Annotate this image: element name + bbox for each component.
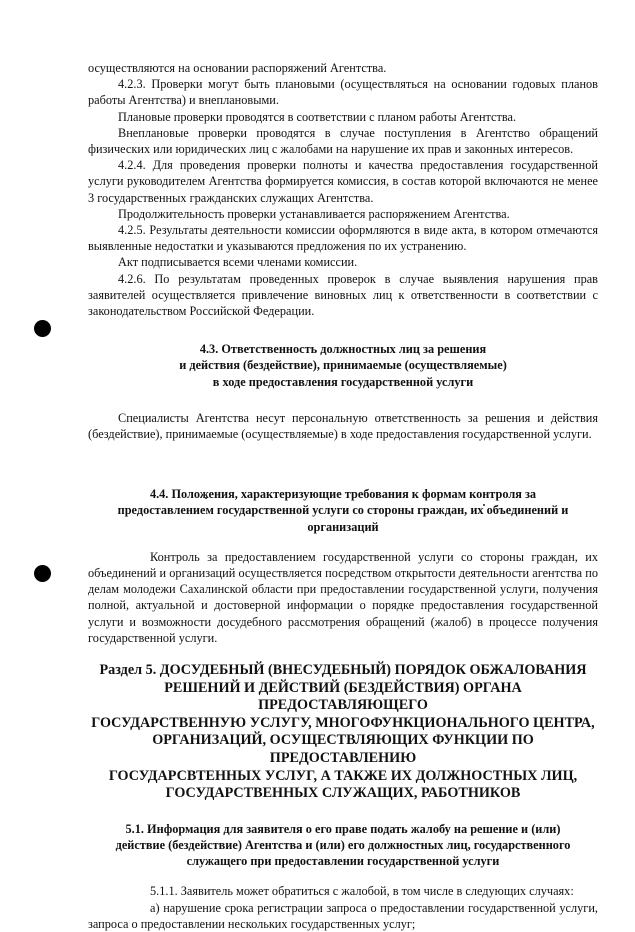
heading-line: 5.1. Информация для заявителя о его праве подать жалобу на решение и (или) <box>125 821 561 836</box>
heading-line: Раздел 5. ДОСУДЕБНЫЙ (ВНЕСУДЕБНЫЙ) ПОРЯДОК ОБЖАЛОВАНИЯ <box>99 662 587 679</box>
heading-line: ГОСУДАРСВТЕННЫХ УСЛУГ, А ТАКЖЕ ИХ ДОЛЖНОСТНЫХ ЛИЦ, <box>108 767 578 784</box>
paragraph-4-2-3: 4.2.3. Проверки могут быть плановыми (осуществляться на основании годовых планов работы Агентства) и внеплановыми. <box>88 77 598 108</box>
heading-line: предоставлением государственной услуги со стороны граждан, их объединений и <box>117 503 569 518</box>
paragraph: Акт подписывается всеми членами комиссии. <box>118 255 358 270</box>
paragraph: Плановые проверки проводятся в соответствии с планом работы Агентства. <box>118 109 517 124</box>
heading-line: действие (бездействие) Агентства и (или) его должностных лиц, государственного <box>115 838 571 853</box>
punch-hole-top <box>34 320 51 337</box>
heading-line: организаций <box>307 519 379 534</box>
paragraph-5-1-1: 5.1.1. Заявитель может обратиться с жалобой, в том числе в следующих случаях: <box>150 884 574 899</box>
heading-line: РЕШЕНИЙ И ДЕЙСТВИЙ (БЕЗДЕЙСТВИЯ) ОРГАНА ПРЕДОСТАВЛЯЮЩЕГО <box>164 679 522 714</box>
paragraph-4-2-5: 4.2.5. Результаты деятельности комиссии оформляются в виде акта, в котором отмечаются выявленные недостатки и указываются предложения по их устранению. <box>88 223 598 254</box>
section-5-heading <box>88 662 598 803</box>
heading-line: ГОСУДАРСТВЕННУЮ УСЛУГУ, МНОГОФУНКЦИОНАЛЬНОГО ЦЕНТРА, <box>91 714 595 731</box>
section-4-4-heading <box>88 486 598 535</box>
heading-line: ОРГАНИЗАЦИЙ, ОСУЩЕСТВЛЯЮЩИХ ФУНКЦИИ ПО ПРЕДОСТАВЛЕНИЮ <box>152 732 534 767</box>
heading-line: ГОСУДАРСТВЕННЫХ СЛУЖАЩИХ, РАБОТНИКОВ <box>165 785 521 802</box>
paragraph: осуществляются на основании распоряжений Агентства. <box>88 61 387 75</box>
punch-hole-bottom <box>34 565 51 582</box>
heading-line: 4.4. Положения, характеризующие требования к формам контроля за <box>149 487 537 502</box>
paragraph-4-2-6: 4.2.6. По результатам проведенных проверок в случае выявления нарушения прав заявителей осуществляется привлечение виновных лиц к ответственности в соответствии с законодательством Российской Федерации. <box>88 271 598 319</box>
paragraph-item-a: а) нарушение срока регистрации запроса о предоставлении государственной услуги, запроса о предоставлении нескольких государственных услуг; <box>88 900 598 931</box>
heading-line: и действия (бездействие), принимаемые (осуществляемые) <box>179 358 507 373</box>
paragraph: Внеплановые проверки проводятся в случае поступления в Агентство обращений физических или юридических лиц с жалобами на нарушение их прав и законных интересов. <box>88 125 598 157</box>
section-4-4-text: Контроль за предоставлением государственной услуги со стороны граждан, их объединений и организаций осуществляется посредством открытости деятельности агентства по делам молодежи Сахалинской области при предоставлении государственной услуги, получения полной, актуальной и достоверной информации о порядке предоставления государственной услуги и возможности досудебного рассмотрения обращений (жалоб) в процессе получения государственной услуги. <box>88 549 598 645</box>
heading-line: в ходе предоставления государственной услуги <box>212 374 474 389</box>
heading-line: 4.3. Ответственность должностных лиц за решения <box>199 342 487 357</box>
section-4-3-text: Специалисты Агентства несут персональную ответственность за решения и действия (бездействие), принимаемые (осуществляемые) в ходе предоставления государственной услуги. <box>88 410 598 442</box>
paragraph: Продолжительность проверки устанавливается распоряжением Агентства. <box>118 206 510 221</box>
paragraph-4-2-4: 4.2.4. Для проведения проверки полноты и качества предоставления государственной услуги руководителем Агентства формируется комиссия, в состав которой включаются не менее 3 государственных гражданских служащих Агентства. <box>88 158 598 205</box>
document-page <box>88 60 598 932</box>
section-5-1-heading <box>88 821 598 870</box>
heading-line: служащего при предоставлении государственной услуги <box>186 854 500 869</box>
section-4-3-heading <box>88 341 598 390</box>
